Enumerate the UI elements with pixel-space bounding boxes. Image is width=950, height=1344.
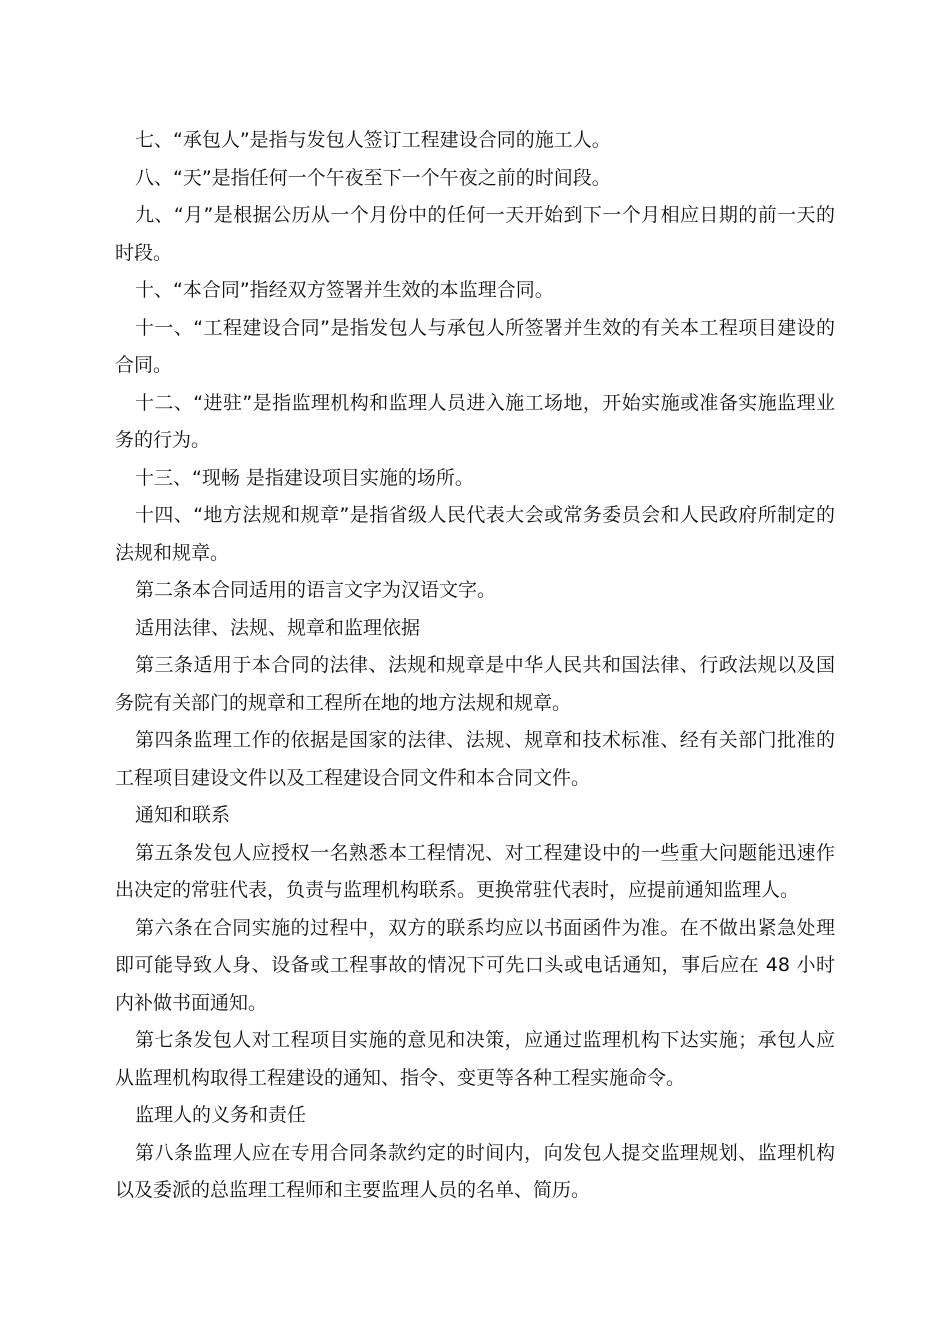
definition-day: 八、“天”是指任何一个午夜至下一个午夜之前的时间段。 [135, 166, 611, 189]
article-8-supervision-plan: 第八条监理人应在专用合同条款约定的时间内，向发包人提交监理规划、监理机构以及委派的总监理工程师和主要监理人员的名单、简历。 [115, 1141, 835, 1201]
definition-entry: 十二、“进驻”是指监理机构和监理人员进入施工场地，开始实施或准备实施监理业务的行为。 [115, 391, 835, 451]
section-heading-applicable-law: 适用法律、法规、规章和监理依据 [135, 616, 421, 639]
definition-local-regulations: 十四、“地方法规和规章”是指省级人民代表大会或常务委员会和人民政府所制定的法规和规章。 [115, 504, 835, 564]
definition-contractor: 七、“承包人”是指与发包人签订工程建设合同的施工人。 [135, 129, 611, 151]
definition-construction-contract: 十一、“工程建设合同”是指发包人与承包人所签署并生效的有关本工程项目建设的合同。 [115, 316, 835, 376]
article-5-representative: 第五条发包人应授权一名熟悉本工程情况、对工程建设中的一些重大问题能迅速作出决定的常驻代表，负责与监理机构联系。更换常驻代表时，应提前通知监理人。 [115, 841, 835, 901]
article-2-language: 第二条本合同适用的语言文字为汉语文字。 [135, 579, 497, 601]
section-heading-notices: 通知和联系 [135, 804, 231, 826]
section-heading-supervisor-duties: 监理人的义务和责任 [135, 1104, 307, 1126]
definition-site: 十三、“现畅 是指建设项目实施的场所。 [135, 466, 474, 489]
article-6-written-communication: 第六条在合同实施的过程中，双方的联系均应以书面函件为准。在不做出紧急处理即可能导致人身、设备或工程事故的情况下可先口头或电话通知，事后应在 48 小时内补做书面通知。 [115, 916, 835, 1014]
definition-month: 九、“月”是根据公历从一个月份中的任何一天开始到下一个月相应日期的前一天的时段。 [115, 204, 835, 264]
document-body [115, 122, 835, 1210]
article-4-supervision-basis: 第四条监理工作的依据是国家的法律、法规、规章和技术标准、经有关部门批准的工程项目建设文件以及工程建设合同文件和本合同文件。 [115, 729, 835, 789]
article-3-applicable-law: 第三条适用于本合同的法律、法规和规章是中华人民共和国法律、行政法规以及国务院有关部门的规章和工程所在地的地方法规和规章。 [115, 654, 835, 714]
article-7-instructions: 第七条发包人对工程项目实施的意见和决策，应通过监理机构下达实施；承包人应从监理机构取得工程建设的通知、指令、变更等各种工程实施命令。 [115, 1029, 835, 1089]
definition-this-contract: 十、“本合同”指经双方签署并生效的本监理合同。 [135, 279, 554, 301]
